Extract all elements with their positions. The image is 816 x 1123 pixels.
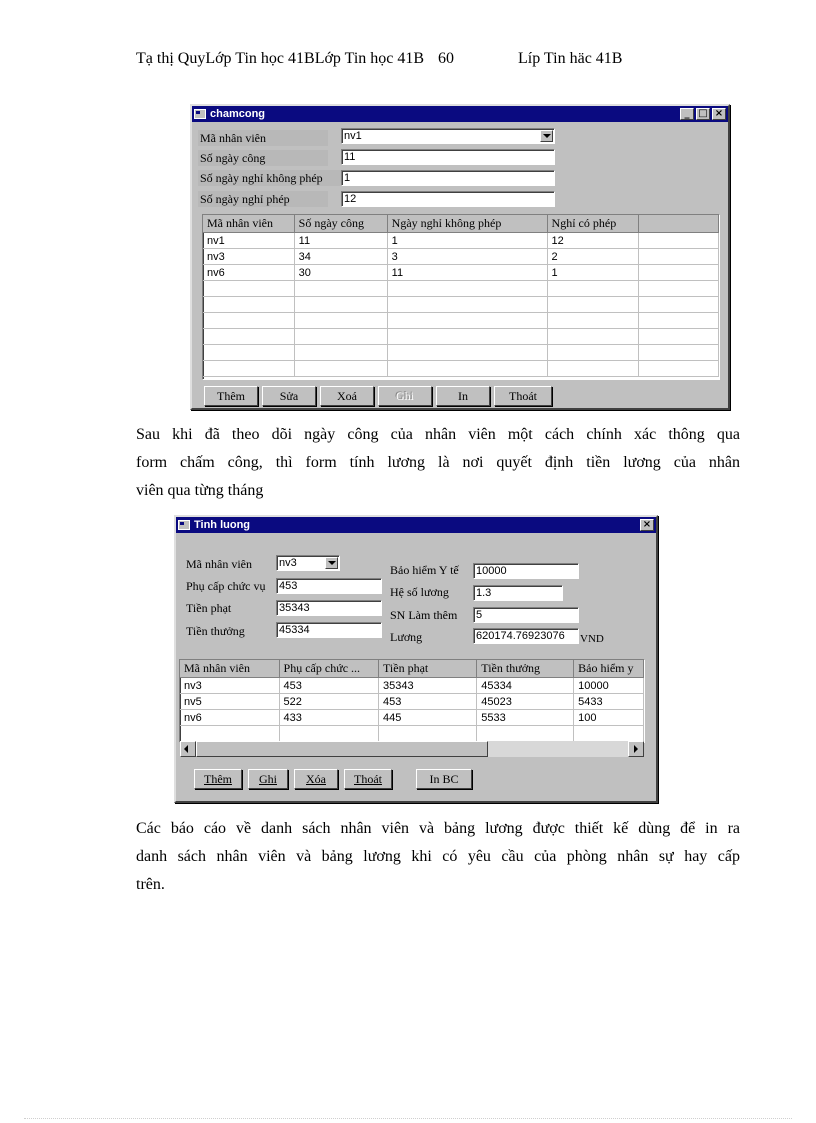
cell[interactable] [638,281,718,297]
table-row[interactable] [180,678,644,694]
ghi-button[interactable]: Ghi [248,769,288,789]
scroll-thumb[interactable] [196,741,488,757]
paragraph-2-line-3: trên. [136,876,165,893]
table-row[interactable] [203,313,719,329]
them-button[interactable]: Thêm [204,386,258,406]
sn-lam-them-field[interactable]: 5 [473,607,579,623]
table-row[interactable] [203,361,719,377]
nghi-khong-phep-field[interactable]: 1 [341,170,555,186]
cell[interactable] [547,297,638,313]
page-bottom-rule [24,1118,792,1119]
label-phu-cap: Phụ cấp chức vụ [186,579,266,593]
paragraph-2 [136,815,740,899]
paragraph-1-line-3: viên qua từng tháng [136,482,264,499]
cell[interactable] [294,345,387,361]
cell[interactable] [547,281,638,297]
chevron-down-icon[interactable] [540,130,553,142]
cell[interactable] [387,345,547,361]
label-nghi-phep: Số ngày nghỉ phép [198,191,328,207]
cell[interactable] [638,249,718,265]
page-header [136,50,646,72]
cell[interactable]: 3 [387,249,547,265]
cell[interactable] [638,313,718,329]
column-header[interactable]: Phụ cấp chức ... [279,660,378,678]
label-so-ngay-cong: Số ngày công [198,150,328,166]
column-header[interactable]: Tiền phạt [379,660,477,678]
thoat-button[interactable]: Thoát [494,386,552,406]
paragraph-1-line-1: Sau khi đã theo dõi ngày công của nhân viên một cách chính xác thông qua [136,426,740,443]
cell[interactable]: 12 [547,233,638,249]
cell[interactable] [574,726,644,742]
minimize-icon[interactable]: _ [680,108,694,120]
table-row[interactable] [203,329,719,345]
cell[interactable]: 5533 [477,710,574,726]
cell[interactable]: 10000 [574,678,644,694]
cell[interactable] [387,281,547,297]
tien-phat-field[interactable]: 35343 [276,600,382,616]
cell[interactable] [203,329,294,345]
paragraph-1 [136,421,740,505]
chamcong-titlebar [192,106,728,122]
table-row[interactable] [203,345,719,361]
header-text-2: Líp Tin häc 41B [518,50,623,67]
cell[interactable]: 11 [294,233,387,249]
table-row[interactable] [203,297,719,313]
table-row[interactable] [203,249,719,265]
label-tien-phat: Tiền phạt [186,601,232,615]
column-header[interactable]: Nghỉ có phép [547,215,638,233]
cell[interactable]: 453 [279,678,378,694]
chevron-down-icon[interactable] [325,557,338,569]
cell[interactable]: nv3 [180,678,279,694]
tien-thuong-field[interactable]: 45334 [276,622,382,638]
cell[interactable] [638,329,718,345]
cell[interactable] [203,313,294,329]
cell[interactable] [203,281,294,297]
column-header[interactable]: Mã nhân viên [180,660,279,678]
table-row[interactable] [180,710,644,726]
cell[interactable]: 433 [279,710,378,726]
cell[interactable]: 45334 [477,678,574,694]
column-header[interactable]: Tiền thưởng [477,660,574,678]
cell[interactable]: nv1 [203,233,294,249]
nghi-phep-field[interactable]: 12 [341,191,555,207]
page-number: 60 [438,50,454,67]
table-row[interactable] [180,726,644,742]
cell[interactable]: 453 [379,694,477,710]
chamcong-table [203,215,719,377]
cell[interactable]: nv5 [180,694,279,710]
cell[interactable] [203,297,294,313]
bao-hiem-field[interactable]: 10000 [473,563,579,579]
cell[interactable]: 35343 [379,678,477,694]
form-icon [178,520,190,530]
column-header[interactable]: Bảo hiểm y [574,660,644,678]
chamcong-window [190,104,730,410]
cell[interactable] [180,726,279,742]
cell[interactable] [547,361,638,377]
cell[interactable]: 445 [379,710,477,726]
scroll-right-icon[interactable] [628,741,644,757]
close-icon[interactable]: × [712,108,726,120]
in-bc-button[interactable]: In BC [416,769,472,789]
ma-nhan-vien-combo[interactable] [276,555,340,571]
label-he-so-luong: Hệ số lương [390,585,449,599]
cell[interactable] [294,281,387,297]
cell[interactable] [294,329,387,345]
cell[interactable] [387,297,547,313]
table-row[interactable] [180,694,644,710]
cell[interactable]: 100 [574,710,644,726]
column-header[interactable]: Ngày nghỉ không phép [387,215,547,233]
cell[interactable] [294,313,387,329]
horizontal-scrollbar[interactable] [180,741,644,757]
column-header[interactable] [638,215,718,233]
them-button[interactable]: Thêm [194,769,242,789]
thoat-button[interactable]: Thoát [344,769,392,789]
maximize-icon[interactable]: □ [696,108,710,120]
cell[interactable]: 522 [279,694,378,710]
cell[interactable] [547,313,638,329]
tinhluong-window [174,515,658,803]
label-vnd: VND [580,633,604,645]
cell[interactable] [294,297,387,313]
cell[interactable]: nv6 [203,265,294,281]
cell[interactable] [547,329,638,345]
cell[interactable] [203,361,294,377]
table-row[interactable] [203,233,719,249]
cell[interactable] [279,726,378,742]
label-nghi-khong-phep: Số ngày nghỉ không phép [198,170,343,186]
tinhluong-grid[interactable] [179,659,645,743]
in-button[interactable]: In [436,386,490,406]
cell[interactable] [387,361,547,377]
cell[interactable]: 34 [294,249,387,265]
cell[interactable] [477,726,574,742]
cell[interactable] [638,233,718,249]
cell[interactable] [638,297,718,313]
phu-cap-field[interactable]: 453 [276,578,382,594]
cell[interactable]: 1 [387,233,547,249]
tinhluong-titlebar [176,517,656,533]
cell[interactable] [294,361,387,377]
label-sn-lam-them: SN Làm thêm [390,608,458,622]
table-row[interactable] [203,281,719,297]
cell[interactable] [638,265,718,281]
close-icon[interactable]: × [640,519,654,531]
chamcong-grid[interactable] [202,214,720,380]
label-tien-thuong: Tiền thưởng [186,624,245,638]
label-ma-nhan-vien: Mã nhân viên [186,557,252,571]
ghi-button[interactable]: Ghi [378,386,432,406]
cell[interactable]: nv6 [180,710,279,726]
tinhluong-table [180,660,644,742]
tinhluong-header-row [180,660,644,678]
cell[interactable] [387,329,547,345]
table-row[interactable] [203,265,719,281]
xoa-button[interactable]: Xoá [320,386,374,406]
scroll-left-icon[interactable] [180,741,196,757]
ma-nhan-vien-value: nv3 [279,557,297,569]
luong-field[interactable]: 620174.76923076 [473,628,579,644]
label-ma-nhan-vien: Mã nhân viên [198,130,328,146]
cell[interactable] [638,361,718,377]
cell[interactable] [203,345,294,361]
cell[interactable]: 5433 [574,694,644,710]
label-luong: Lương [390,630,423,644]
ma-nhan-vien-combo[interactable] [341,128,555,144]
cell[interactable]: 1 [547,265,638,281]
so-ngay-cong-field[interactable]: 11 [341,149,555,165]
cell[interactable] [387,313,547,329]
column-header[interactable]: Mã nhân viên [203,215,294,233]
sua-button[interactable]: Sửa [262,386,316,406]
paragraph-1-line-2: form chấm công, thì form tính lương là nơi quyết định tiền lương của nhân [136,454,740,471]
chamcong-title: chamcong [210,108,266,120]
cell[interactable]: 45023 [477,694,574,710]
xoa-button[interactable]: Xóa [294,769,338,789]
chamcong-header-row [203,215,719,233]
cell[interactable]: 11 [387,265,547,281]
cell[interactable]: 30 [294,265,387,281]
cell[interactable]: nv3 [203,249,294,265]
header-text-1: Tạ thị QuyLớp Tin học 41BLớp Tin học 41B [136,50,425,67]
he-so-luong-field[interactable]: 1.3 [473,585,563,601]
form-icon [194,109,206,119]
cell[interactable] [547,345,638,361]
paragraph-2-line-1: Các báo cáo về danh sách nhân viên và bảng lương được thiết kế dùng để in ra [136,820,740,837]
tinhluong-title: Tinh luong [194,519,251,531]
ma-nhan-vien-value: nv1 [344,130,362,142]
cell[interactable]: 2 [547,249,638,265]
cell[interactable] [638,345,718,361]
label-bao-hiem: Bảo hiểm Y tế [390,563,459,577]
column-header[interactable]: Số ngày công [294,215,387,233]
paragraph-2-line-2: danh sách nhân viên và bảng lương khi có yêu cầu của phòng nhân sự hay cấp [136,848,740,865]
cell[interactable] [379,726,477,742]
